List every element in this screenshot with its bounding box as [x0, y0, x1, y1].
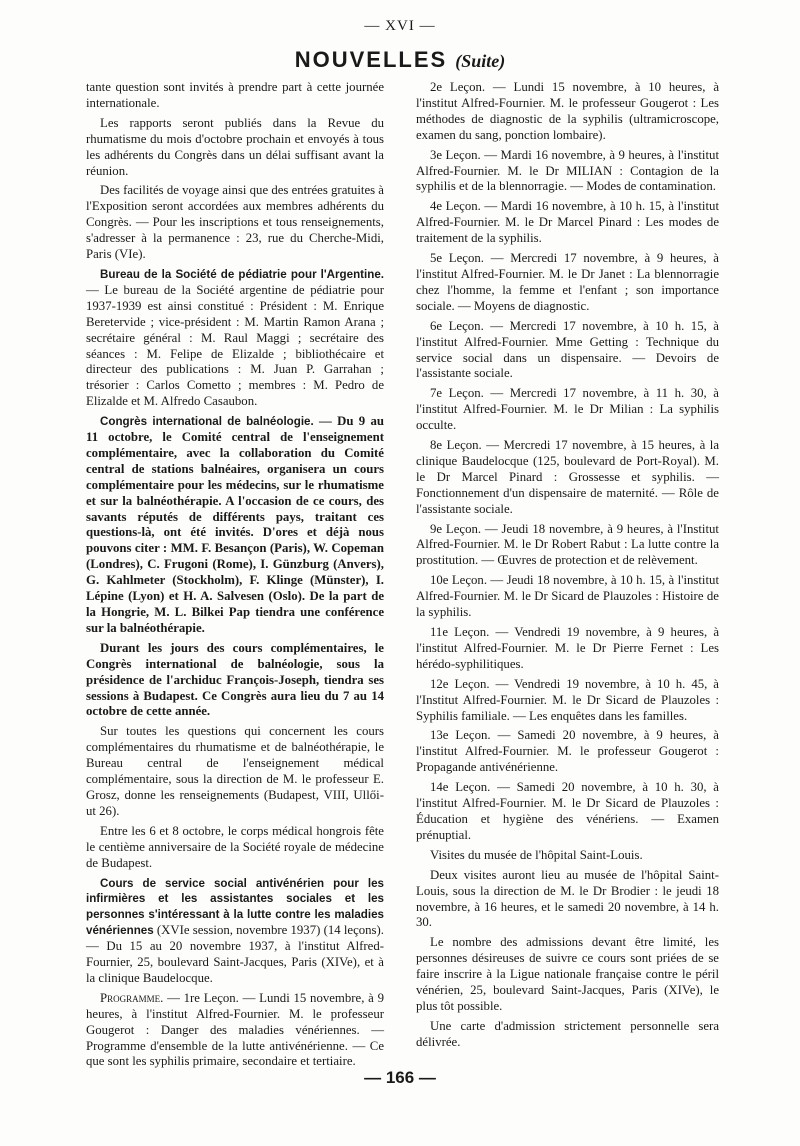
section-title [0, 47, 800, 73]
paragraph: Entre les 6 et 8 octobre, le corps médical hongrois fête le centième anniversaire de la Société royale de médecine de Budapest. [86, 823, 384, 870]
visits-heading: Visites du musée de l'hôpital Saint-Louis. [430, 847, 643, 862]
roman-page-number: — XVI — [364, 18, 436, 34]
paragraph [86, 876, 384, 987]
paragraph-body: — 1re Leçon. — Lundi 15 novembre, à 9 heures, à l'institut Alfred-Fournier. M. le professeur Gougerot : Danger des maladies vénériennes. — Programme d'ensemble de la lutte antivénérienne. — Ce que sont les syphilis primaire, secondaire et tertiaire. [86, 990, 384, 1069]
section-heading: Bureau de la Société de pédiatrie pour l'Argentine. [100, 267, 384, 281]
paragraph: Des facilités de voyage ainsi que des entrées gratuites à l'Exposition seront accordées aux membres adhérents du Congrès. — Pour les inscriptions et tous renseignements, s'adresser à la permanence : 23, rue du Cherche-Midi, Paris (VIe). [86, 183, 384, 262]
lesson-item: 2e Leçon. — Lundi 15 novembre, à 10 heures, à l'institut Alfred-Fournier. M. le professeur Gougerot : Les méthodes de diagnostic de la syphilis (ultramicroscope, examen du sang, ponction lombaire). [416, 80, 719, 142]
lesson-item: 11e Leçon. — Vendredi 19 novembre, à 9 heures, à l'institut Alfred-Fournier. M. le Dr Pierre Fernet : Les hérédo-syphilitiques. [416, 625, 719, 671]
paragraph [86, 267, 384, 410]
title-text: NOUVELLES [294, 47, 448, 72]
paragraph [86, 991, 384, 1071]
lesson-item: 7e Leçon. — Mercredi 17 novembre, à 11 h. 30, à l'institut Alfred-Fournier. M. le Dr Milian : La syphilis occulte. [416, 386, 719, 433]
paragraph-body: — Le bureau de la Société argentine de pédiatrie pour 1937-1939 est ainsi constitué : Président : M. Enrique Beretervide ; vice-président : M. Martin Ramon Arana ; secrétaire général : M. Raul Maggi ; secrétaire des séances : M. Felipe de Elizalde ; bibliothécaire et directeur des publications : M. Juan P. Garrahan ; trésorier : Carlos Cometto ; membres : M. Pedro de Elizalde et M. Alfredo Casaubon. [86, 282, 384, 409]
left-column [86, 80, 384, 1074]
paragraph: Une carte d'admission strictement personnelle sera délivrée. [416, 1018, 719, 1049]
paragraph: Deux visites auront lieu au musée de l'hôpital Saint-Louis, sous la direction de M. le Dr Brodier : le jeudi 18 novembre, à 16 heures, et le samedi 20 novembre, à 14 h. 30. [416, 867, 719, 930]
page-number: — 166 — [364, 1068, 436, 1087]
lesson-item: 14e Leçon. — Samedi 20 novembre, à 10 h. 30, à l'institut Alfred-Fournier. M. le Dr Sicard de Plauzoles : Éducation et hygiène des vénériens. — Examen prénuptial. [416, 780, 719, 842]
lesson-item: 5e Leçon. — Mercredi 17 novembre, à 9 heures, à l'institut Alfred-Fournier. M. le Dr Janet : La blennorragie chez l'homme, la femme et l'enfant ; son importance sociale. — Moyens de diagnostic. [416, 251, 719, 313]
paragraph: tante question sont invités à prendre part à cette journée internationale. [86, 80, 384, 110]
program-label: Programme. [100, 990, 164, 1005]
right-column [416, 80, 719, 1055]
paragraph: Les rapports seront publiés dans la Revue du rhumatisme du mois d'octobre prochain et envoyés à tous les adhérents du Congrès dans un délai suffisant avant la réunion. [86, 115, 384, 178]
lesson-item: 4e Leçon. — Mardi 16 novembre, à 10 h. 15, à l'institut Alfred-Fournier. M. le Dr Marcel Pinard : Les modes de traitement de la syphilis. [416, 199, 719, 246]
lesson-item: 12e Leçon. — Vendredi 19 novembre, à 10 h. 45, à l'Institut Alfred-Fournier. M. le Dr Sicard de Plauzoles : Syphilis familiale. — Les enquêtes dans les familles. [416, 676, 719, 723]
paragraph: Sur toutes les questions qui concernent les cours complémentaires du rhumatisme et de balnéothérapie, le Bureau central de l'enseignement médical complémentaire, sous la direction de M. le professeur E. Grosz, donne les renseignements (Budapest, VIII, Ullői-ut 26). [86, 724, 384, 818]
lesson-item: 9e Leçon. — Jeudi 18 novembre, à 9 heures, à l'Institut Alfred-Fournier. M. le Dr Robert Rabut : La lutte contre la prostitution. — Œuvres de protection et de relèvement. [416, 521, 719, 568]
lesson-item: 13e Leçon. — Samedi 20 novembre, à 9 heures, à l'institut Alfred-Fournier. M. le professeur Gougerot : Propagande antivénérienne. [416, 728, 719, 775]
paragraph: Le nombre des admissions devant être limité, les personnes désireuses de suivre ce cours sont priées de se faire inscrire à la Ligue nationale française contre le péril vénérien, 25, boulevard Saint-Jacques, Paris (XIVe), le plus tôt possible. [416, 935, 719, 1013]
paragraph-body: — Du 9 au 11 octobre, le Comité central de l'enseignement complémentaire, avec la collaboration du Comité central de stations balnéaires, organisera un cours complémentaire pour les médecins, sur le rhumatisme et sur la balnéothérapie. A l'occasion de ce cours, des savants réputés de différents pays, traitant ces questions-là, ont été invités. D'ores et déjà nous pouvons citer : MM. F. Besançon (Paris), W. Copeman (Londres), C. Frugoni (Rome), I. Günzburg (Anvers), G. Kahlmeter (Stockholm), F. Klinge (Münster), I. Lépine (Lyon) et H. A. Salvesen (Oslo). De la part de la Hongrie, M. L. Bilkei Pap tiendra une conférence sur la balnéothérapie. [86, 414, 384, 635]
section-heading: Cours de service social antivénérien pour les infirmières et les assistantes sociales et les personnes s'intéressant à la lutte contre les maladies vénériennes [86, 876, 384, 938]
paragraph-body: (XVIe session, novembre 1937) (14 leçons). — Du 15 au 20 novembre 1937, à l'institut Alfred-Fournier, 25, boulevard Saint-Jacques, Paris (XIVe), et à la clinique Baudelocque. [86, 923, 384, 985]
lesson-item: 3e Leçon. — Mardi 16 novembre, à 9 heures, à l'institut Alfred-Fournier. M. le Dr MILIAN : Contagion de la syphilis et de la blennorragie. — Modes de contamination. [416, 147, 719, 194]
lesson-item: 8e Leçon. — Mercredi 17 novembre, à 15 heures, à la clinique Baudelocque (125, boulevard de Port-Royal). M. le Dr Marcel Pinard : Grossesse et syphilis. — Fonctionnement d'un dispensaire de maternité. — Rôle de l'assistante sociale. [416, 438, 719, 516]
paragraph [86, 414, 384, 637]
title-suite: (Suite) [455, 51, 506, 71]
lesson-item: 6e Leçon. — Mercredi 17 novembre, à 10 h. 15, à l'institut Alfred-Fournier. Mme Getting : Technique du service social dans un dispensaire. — Devoirs de l'assistante sociale. [416, 318, 719, 381]
lesson-item: 10e Leçon. — Jeudi 18 novembre, à 10 h. 15, à l'institut Alfred-Fournier. M. le Dr Sicard de Plauzoles : Histoire de la syphilis. [416, 573, 719, 620]
section-heading: Congrès international de balnéologie. [100, 415, 314, 429]
paragraph: Durant les jours des cours complémentaires, le Congrès international de balnéologie, sous la présidence de l'archiduc François-Joseph, tiendra ses sessions à Budapest. Ce Congrès aura lieu du 7 au 14 octobre de cette année. [86, 640, 384, 719]
